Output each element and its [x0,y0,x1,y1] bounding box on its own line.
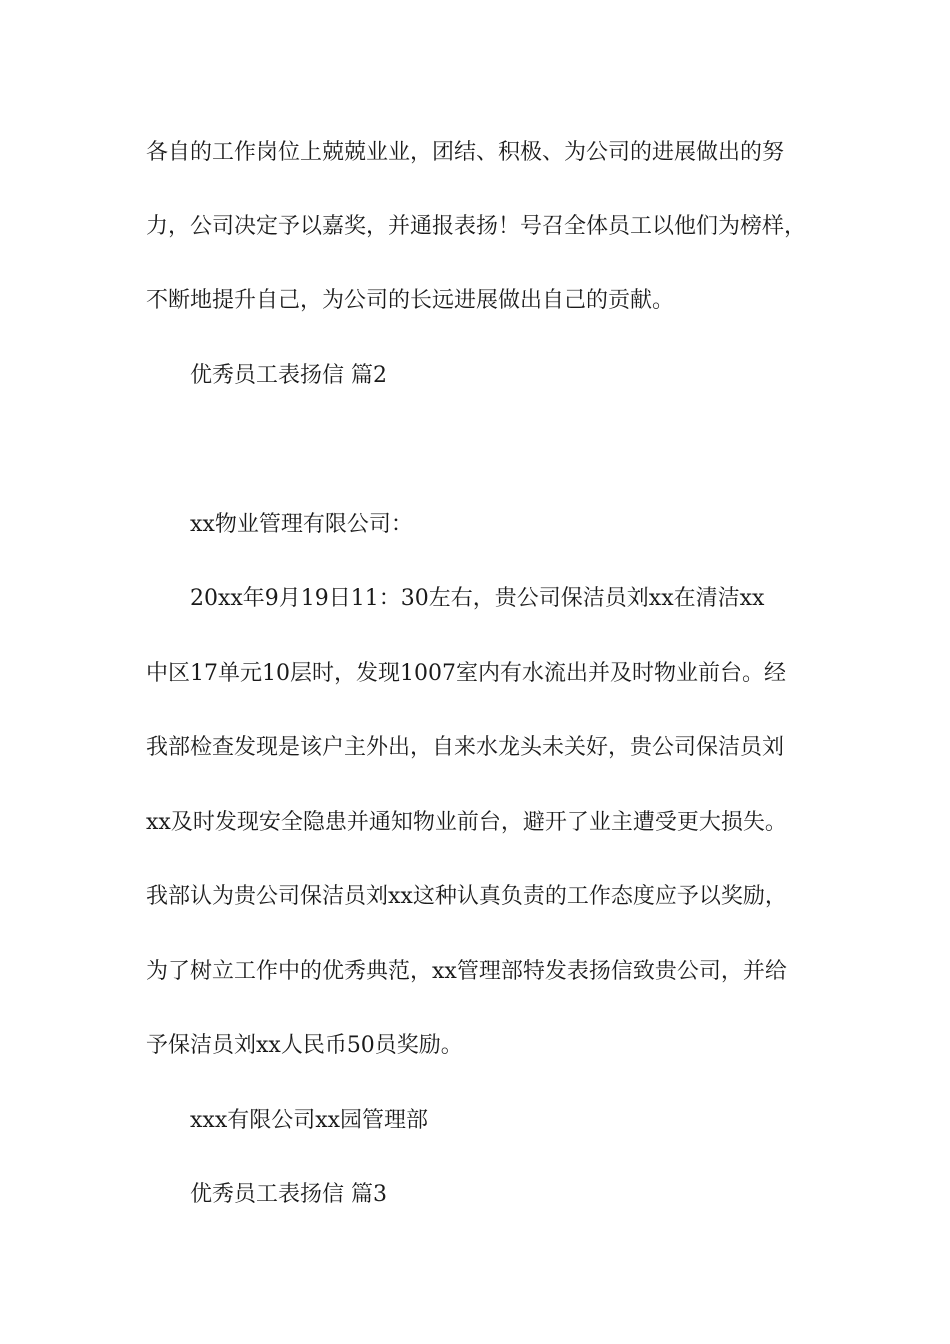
signature: xxx有限公司xx园管理部 [190,1108,429,1133]
paragraph-line: 予保洁员刘xx人民币50员奖励。 [146,1033,463,1058]
section-heading: 优秀员工表扬信 篇2 [190,363,387,388]
paragraph-line: 20xx年9月19日11：30左右，贵公司保洁员刘xx在清洁xx [190,586,765,611]
paragraph-line: xx及时发现安全隐患并通知物业前台，避开了业主遭受更大损失。 [146,810,787,835]
paragraph-line: 我部检查发现是该户主外出，自来水龙头未关好，贵公司保洁员刘 [146,735,785,760]
paragraph-line: 为了树立工作中的优秀典范，xx管理部特发表扬信致贵公司，并给 [146,959,787,984]
paragraph-line: 我部认为贵公司保洁员刘xx这种认真负责的工作态度应予以奖励， [146,884,787,909]
salutation: xx物业管理有限公司： [190,512,413,537]
paragraph-line: 力，公司决定予以嘉奖，并通报表扬！号召全体员工以他们为榜样， [146,214,807,239]
paragraph-line: 中区17单元10层时，发现1007室内有水流出并及时物业前台。经 [146,661,786,686]
paragraph-line: 不断地提升自己，为公司的长远进展做出自己的贡献。 [146,288,675,313]
paragraph-line: 各自的工作岗位上兢兢业业，团结、积极、为公司的进展做出的努 [146,140,785,165]
section-heading: 优秀员工表扬信 篇3 [190,1182,387,1207]
